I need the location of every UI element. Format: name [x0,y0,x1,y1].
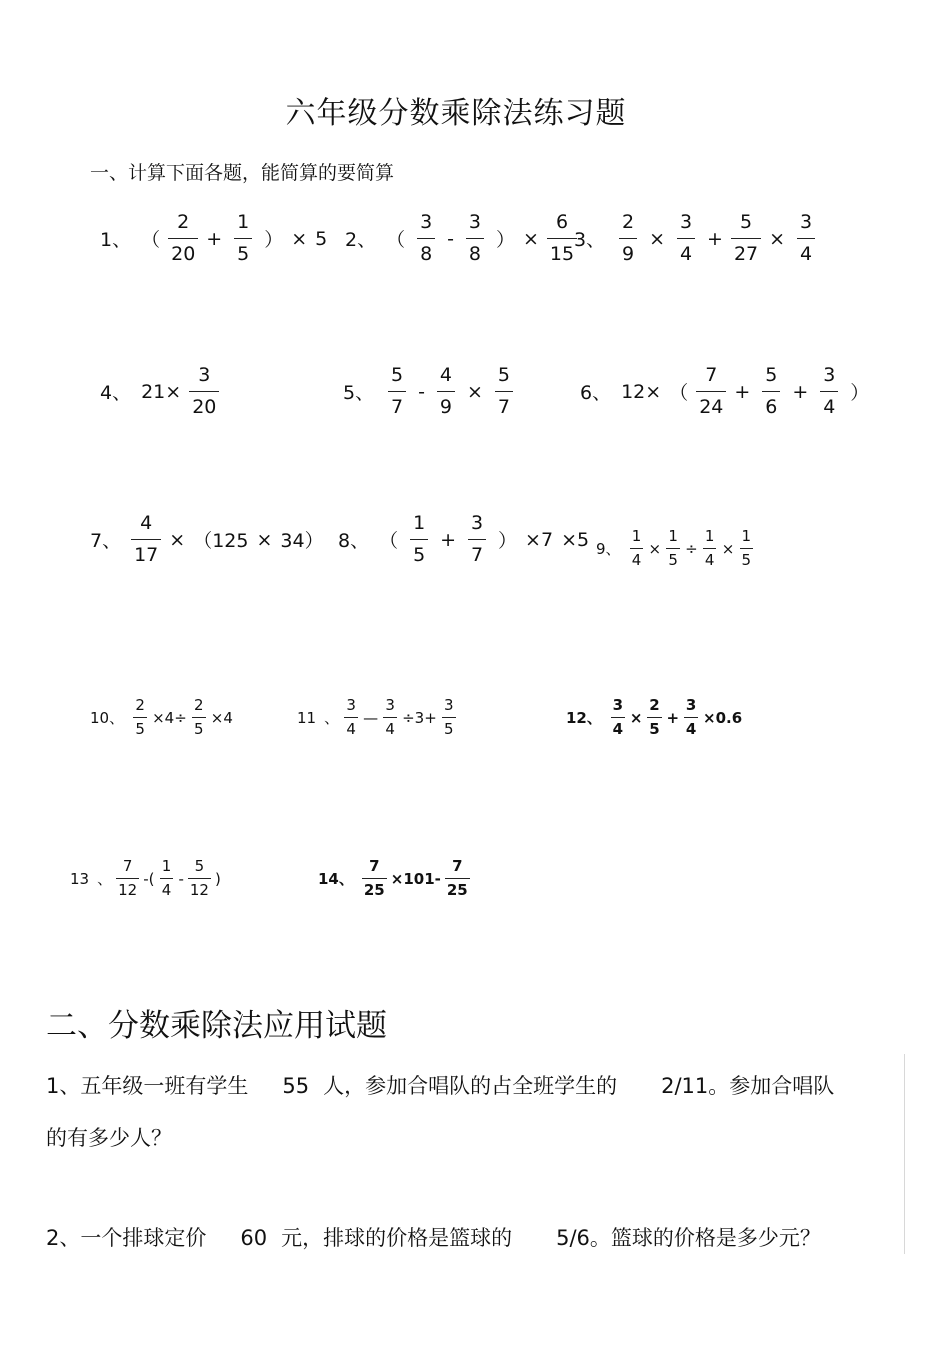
math-operator: 、 [324,709,340,728]
denominator: 5 [234,238,252,266]
fraction [464,513,490,567]
math-operator: — [363,708,379,727]
denominator: 4 [703,548,717,569]
math-operator: × [769,227,786,250]
math-operator: ×101- [390,869,441,888]
problem-10 [90,697,235,739]
fraction [132,697,148,739]
fraction [445,858,470,900]
numerator: 3 [346,696,356,714]
denominator: 12 [116,878,139,899]
denominator: 5 [647,717,661,738]
numerator: 6 [555,211,569,233]
numerator: 2 [649,696,660,714]
fraction [646,697,662,739]
denominator: 4 [797,238,815,266]
numerator: 3 [685,696,697,714]
numerator: 3 [468,211,482,233]
problem-number: 7、 [90,530,122,553]
fraction [406,513,432,567]
math-operator: × [649,227,666,250]
denominator: 4 [383,717,397,738]
problem-number: 12、 [566,709,602,728]
fraction [629,528,645,570]
numerator: 1 [413,512,426,534]
denominator: 24 [696,391,726,419]
numerator: 5 [739,211,753,233]
math-operator: + [792,380,809,403]
denominator: 7 [495,391,513,419]
problem-number: 13 [70,869,90,888]
denominator: 25 [362,878,387,899]
denominator: 4 [820,391,838,419]
denominator: 5 [740,548,754,569]
numerator: 5 [194,857,205,875]
fraction [610,697,626,739]
numerator: 2 [194,696,204,714]
problem-4 [100,365,223,419]
math-operator: × [522,227,539,250]
math-operator: （ [669,382,689,405]
denominator: 4 [630,548,644,569]
math-operator: ×0.6 [703,708,743,727]
fraction [696,365,726,419]
denominator: 5 [442,717,456,738]
problem-8 [338,513,593,567]
numerator: 4 [140,512,153,534]
fraction [168,212,198,266]
denominator: 4 [611,717,625,738]
fraction [702,528,718,570]
math-operator: -( [143,869,155,888]
numerator: 3 [420,211,433,233]
fraction [343,697,359,739]
denominator: 5 [410,539,428,567]
math-operator: + [707,227,723,250]
problem-number: 5、 [343,382,375,405]
fraction [731,212,761,266]
math-operator: ） [495,229,515,252]
fraction [382,697,398,739]
math-operator: （ [386,229,406,252]
math-operator: + [666,708,680,727]
problem-2 [345,212,581,266]
problem-12 [566,697,744,739]
word-problem-2 [46,1222,821,1252]
denominator: 4 [344,717,358,738]
numerator: 2 [177,211,190,233]
math-operator: × [256,528,273,551]
problem-number: 4、 [100,382,132,405]
math-operator: （125 [193,530,249,553]
problem-14 [318,858,472,900]
q2-text-e: 。篮球的价格是多少元？ [589,1226,821,1250]
q2-text-c: 元，排球的价格是篮球的 [281,1226,513,1250]
problem-6 [580,365,873,419]
denominator: 9 [437,391,455,419]
problem-9 [596,528,756,570]
numerator: 3 [385,696,395,714]
fraction [131,513,161,567]
math-operator: + [206,227,223,250]
math-operator: （ [141,229,161,252]
math-operator: ×5 [561,528,590,551]
problem-number: 3、 [574,229,606,252]
numerator: 3 [470,512,484,534]
numerator: 7 [705,364,718,386]
math-operator: ） [850,382,870,405]
fraction [615,212,641,266]
denominator: 27 [731,238,761,266]
numerator: 1 [741,527,752,545]
math-operator: × [648,539,662,558]
fraction [433,365,459,419]
fraction [491,365,517,419]
problem-5 [343,365,521,419]
math-operator: × [721,539,735,558]
denominator: 7 [388,391,406,419]
math-operator: ) [214,869,221,888]
fraction [816,365,842,419]
math-operator: + [440,528,457,551]
word-problem-1-line2: 的有多少人？ [46,1126,172,1150]
denominator: 25 [445,878,470,899]
denominator: 20 [189,391,219,419]
problem-11 [297,697,459,739]
word-problem-1 [46,1070,834,1100]
numerator: 1 [704,527,715,545]
fraction [758,365,784,419]
fraction [116,858,139,900]
page-edge-line [904,1054,905,1254]
numerator: 1 [161,857,172,875]
q1-fraction: 2/11 [661,1074,709,1098]
denominator: 17 [131,539,161,567]
math-operator: ×7 [525,528,554,551]
math-operator: ÷ [685,539,698,558]
problem-number: 2、 [345,229,377,252]
math-operator: 、 [97,870,113,889]
math-operator: ） [264,229,284,252]
math-operator: ×4÷ [152,708,187,727]
fraction [738,528,754,570]
numerator: 3 [612,696,624,714]
numerator: 5 [765,364,778,386]
math-operator: （ [379,530,399,553]
q2-price: 60 [240,1226,268,1250]
fraction [547,212,577,266]
denominator: 4 [684,717,698,738]
numerator: 5 [497,364,510,386]
denominator: 20 [168,238,198,266]
math-operator: - [447,227,454,250]
numerator: 7 [369,857,380,875]
denominator: 6 [762,391,780,419]
denominator: 12 [188,878,211,899]
denominator: 9 [619,238,637,266]
problem-1 [100,212,331,266]
problem-number: 8、 [338,530,370,553]
numerator: 3 [800,211,813,233]
problem-number: 9、 [596,540,621,559]
fraction [230,212,256,266]
math-operator: - [418,380,425,403]
numerator: 7 [452,857,463,875]
numerator: 1 [668,527,678,545]
page-title: 六年级分数乘除法练习题 [285,96,627,131]
numerator: 7 [122,857,133,875]
math-operator: × [466,380,483,403]
denominator: 5 [666,548,680,569]
denominator: 4 [160,878,174,899]
fraction [665,528,681,570]
fraction [441,697,457,739]
problem-7 [90,513,328,567]
fraction [384,365,410,419]
q1-text-e: 。参加合唱队 [708,1074,835,1098]
fraction [673,212,699,266]
denominator: 5 [133,717,147,738]
fraction [683,697,699,739]
fraction [188,858,211,900]
problem-number: 6、 [580,382,612,405]
math-operator: ） [498,530,518,553]
numerator: 2 [622,211,635,233]
q1-text-a: 1、五年级一班有学生 [46,1074,249,1098]
denominator: 5 [192,717,206,738]
math-operator: ÷3+ [402,708,437,727]
problem-3 [574,212,823,266]
numerator: 5 [391,364,404,386]
problem-number: 14、 [318,870,354,889]
part1-heading: 一、计算下面各题，能简算的要简算 [90,162,395,184]
fraction [462,212,488,266]
denominator: 8 [466,238,484,266]
math-operator: × [169,528,186,551]
math-operator: 34） [280,530,324,553]
math-operator: + [734,380,751,403]
q2-fraction: 5/6 [556,1226,590,1250]
numerator: 2 [135,696,145,714]
part2-heading: 二、分数乘除法应用试题 [46,1008,387,1044]
problem-number: 11 [297,708,317,727]
numerator: 3 [679,211,693,233]
fraction [413,212,439,266]
math-operator: 5 [315,227,328,250]
fraction [191,697,207,739]
math-operator: ×4 [210,708,233,727]
numerator: 3 [823,364,836,386]
math-operator: × [291,227,308,250]
problem-number: 1、 [100,229,132,252]
numerator: 1 [631,527,642,545]
problem-13 [70,858,223,900]
numerator: 3 [198,364,211,386]
denominator: 7 [468,539,486,567]
numerator: 4 [439,364,452,386]
math-operator: × [629,708,643,727]
fraction [158,858,174,900]
q1-text-c: 人，参加合唱队的占全班学生的 [323,1074,618,1098]
numerator: 1 [237,211,250,233]
math-operator: 21× [141,380,182,403]
math-operator: - [178,869,184,888]
denominator: 15 [547,238,577,266]
q2-text-a: 2、一个排球定价 [46,1226,207,1250]
problem-number: 10、 [90,709,125,728]
math-operator: 12× [621,380,662,403]
numerator: 3 [444,696,454,714]
fraction [189,365,219,419]
fraction [362,858,387,900]
denominator: 8 [417,238,435,266]
denominator: 4 [677,238,695,266]
fraction [793,212,819,266]
q1-count: 55 [282,1074,310,1098]
